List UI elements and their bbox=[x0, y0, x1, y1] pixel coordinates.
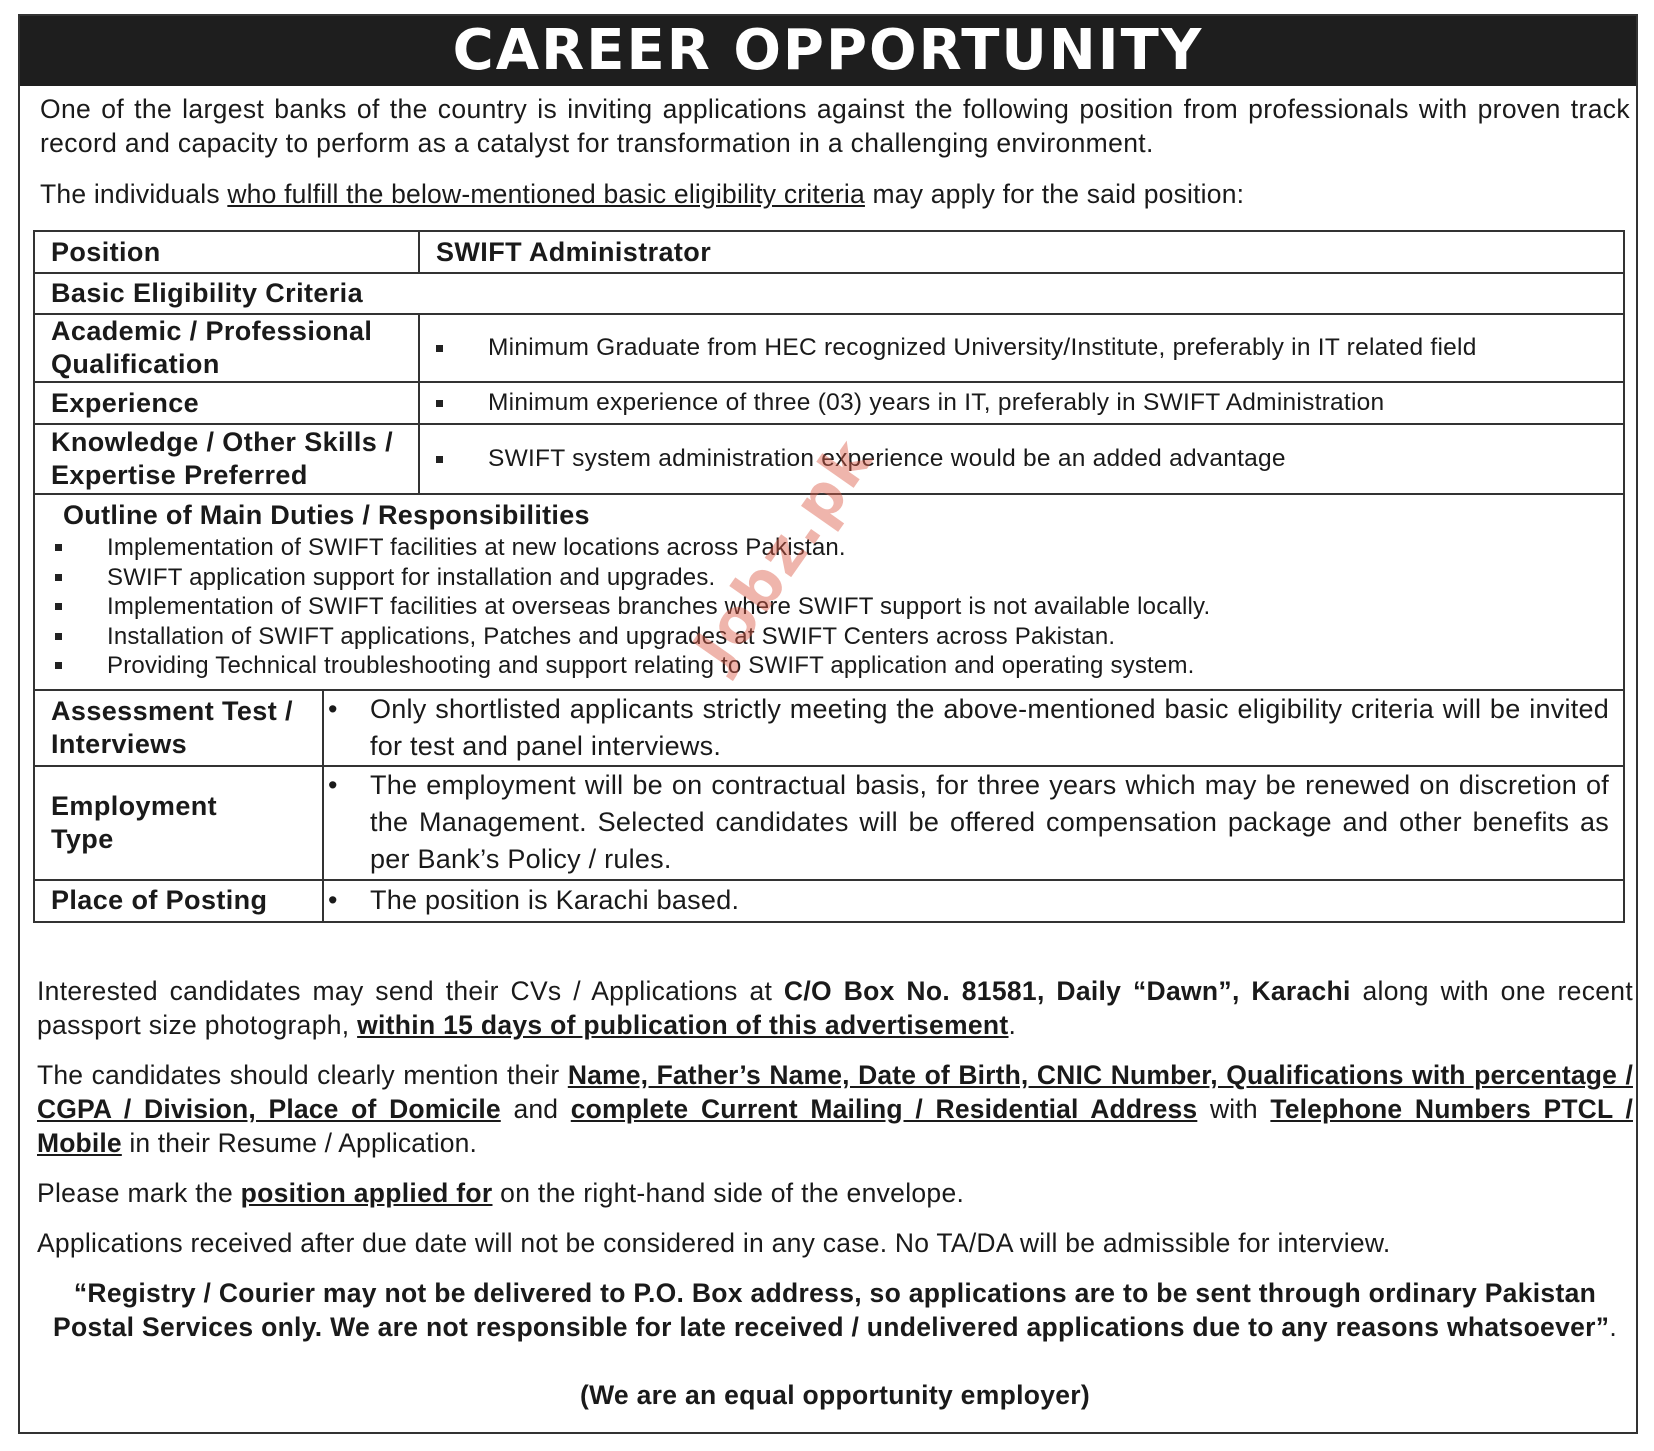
mention-and: and bbox=[500, 1094, 571, 1124]
criteria-heading: Basic Eligibility Criteria bbox=[34, 273, 1624, 314]
advertisement bbox=[18, 14, 1638, 1434]
mention-instructions bbox=[37, 1058, 1633, 1160]
skills-value: SWIFT system administration experience would be an added advantage bbox=[488, 445, 1286, 472]
table-row bbox=[34, 231, 1624, 273]
mark-post: on the right-hand side of the envelope. bbox=[492, 1178, 965, 1208]
eligibility-sentence bbox=[40, 177, 1630, 211]
required-phone: Telephone Numbers PTCL / Mobile bbox=[37, 1094, 1633, 1158]
list-item bbox=[324, 691, 1623, 765]
required-address: complete Current Mailing / Residential Address bbox=[570, 1094, 1198, 1124]
employment-label bbox=[34, 766, 323, 880]
page-title: CAREER OPPORTUNITY bbox=[20, 16, 1636, 86]
list-item bbox=[436, 445, 1623, 473]
skills-label-line: Knowledge / Other Skills / bbox=[51, 427, 393, 457]
list-item bbox=[436, 389, 1623, 417]
posting-value: The position is Karachi based. bbox=[370, 885, 740, 915]
square-bullet-icon bbox=[436, 400, 443, 407]
send-pre: Interested candidates may send their CVs / Applications at bbox=[37, 976, 784, 1006]
qualification-cell bbox=[419, 314, 1624, 382]
eligibility-post: may apply for the said position: bbox=[864, 179, 1245, 209]
list-item bbox=[35, 563, 1623, 593]
square-bullet-icon bbox=[55, 574, 62, 581]
required-details: Name, Father’s Name, Date of Birth, CNIC Number, Qualifications with percentage / CGPA / Division, Place of Domicile bbox=[37, 1060, 1633, 1124]
employment-label-line: Type bbox=[51, 823, 114, 854]
skills-label-line: Expertise Preferred bbox=[51, 460, 308, 490]
mention-pre: The candidates should clearly mention their bbox=[37, 1060, 568, 1090]
position-value: SWIFT Administrator bbox=[419, 231, 1624, 273]
list-item bbox=[436, 334, 1623, 362]
envelope-instructions bbox=[37, 1176, 1633, 1210]
posting-cell bbox=[323, 880, 1624, 922]
table-row bbox=[34, 314, 1624, 382]
assessment-label bbox=[34, 690, 323, 766]
position-label: Position bbox=[34, 231, 419, 273]
skills-label bbox=[34, 424, 419, 494]
list-item bbox=[35, 651, 1623, 681]
mention-with: with bbox=[1197, 1094, 1271, 1124]
skills-cell bbox=[419, 424, 1624, 494]
table-row bbox=[34, 766, 1624, 880]
list-item bbox=[35, 592, 1623, 622]
mention-post: in their Resume / Application. bbox=[121, 1128, 478, 1158]
watermark: Jobz.pk bbox=[680, 426, 888, 681]
square-bullet-icon bbox=[55, 603, 62, 610]
duty-text: Providing Technical troubleshooting and support relating to SWIFT application and operating system. bbox=[107, 652, 1195, 679]
employment-label-line: Employment bbox=[51, 790, 218, 821]
position-table bbox=[33, 230, 1625, 923]
registry-post: . bbox=[1609, 1312, 1618, 1342]
employment-value: The employment will be on contractual basis, for three years which may be renewed on discretion of the Management. Selected candidates will be offered compensation package and other benefits as per Bank’s Policy / rules. bbox=[370, 770, 1609, 874]
late-applications-note: Applications received after due date will not be considered in any case. No TA/DA will be admissible for interview. bbox=[37, 1228, 1391, 1258]
duty-text: Implementation of SWIFT facilities at new locations across Pakistan. bbox=[107, 534, 846, 561]
duty-text: Installation of SWIFT applications, Patches and upgrades at SWIFT Centers across Pakistan. bbox=[107, 622, 1116, 650]
experience-label: Experience bbox=[34, 382, 419, 424]
experience-value: Minimum experience of three (03) years in IT, preferably in SWIFT Administration bbox=[488, 389, 1385, 416]
table-row bbox=[34, 273, 1624, 314]
square-bullet-icon bbox=[55, 544, 62, 551]
employment-cell bbox=[323, 766, 1624, 880]
assessment-value: Only shortlisted applicants strictly meeting the above-mentioned basic eligibility criteria will be invited for test and panel interviews. bbox=[370, 693, 1609, 761]
square-bullet-icon bbox=[436, 456, 443, 463]
qualification-label: Academic / Professional Qualification bbox=[34, 314, 419, 382]
assessment-label-line: Interviews bbox=[51, 728, 188, 759]
send-post: . bbox=[1008, 1010, 1017, 1040]
duty-text: Implementation of SWIFT facilities at overseas branches where SWIFT support is not available locally. bbox=[107, 593, 1211, 620]
square-bullet-icon bbox=[55, 662, 62, 669]
table-row bbox=[34, 690, 1624, 766]
square-bullet-icon bbox=[436, 345, 443, 352]
mark-pre: Please mark the bbox=[37, 1178, 241, 1208]
round-bullet-icon: • bbox=[328, 885, 338, 915]
table-row bbox=[34, 382, 1624, 424]
assessment-label-line: Assessment Test / bbox=[51, 695, 293, 726]
position-applied-for: position applied for bbox=[240, 1178, 493, 1208]
qualification-value: Minimum Graduate from HEC recognized University/Institute, preferably in IT related field bbox=[488, 334, 1477, 361]
duties-heading: Outline of Main Duties / Responsibilities bbox=[63, 500, 590, 530]
intro-paragraph: One of the largest banks of the country is inviting applications against the following position from professionals with proven track record and capacity to perform as a catalyst for transformation in a challenging environment. bbox=[40, 94, 1630, 158]
round-bullet-icon: • bbox=[328, 693, 338, 724]
deadline-text: within 15 days of publication of this advertisement bbox=[357, 1010, 1009, 1040]
duty-text: SWIFT application support for installation and upgrades. bbox=[107, 563, 716, 591]
experience-cell bbox=[419, 382, 1624, 424]
square-bullet-icon bbox=[55, 633, 62, 640]
eligibility-underlined: who fulfill the below-mentioned basic eligibility criteria bbox=[227, 179, 865, 209]
list-item bbox=[324, 767, 1623, 878]
table-row bbox=[34, 880, 1624, 922]
registry-text: “Registry / Courier may not be delivered to P.O. Box address, so applications are to be sent through ordinary Pakistan Postal Services only. We are not responsible for late received / undelivered applications due to any reasons whatsoever” bbox=[52, 1278, 1610, 1342]
box-address: C/O Box No. 81581, Daily “Dawn”, Karachi bbox=[783, 976, 1351, 1006]
send-instructions bbox=[37, 974, 1633, 1042]
round-bullet-icon: • bbox=[328, 770, 338, 800]
equal-opportunity-note: (We are an equal opportunity employer) bbox=[579, 1380, 1091, 1410]
send-mid: along with one recent passport size photograph, bbox=[37, 976, 1633, 1040]
list-item bbox=[35, 622, 1623, 652]
assessment-cell bbox=[323, 690, 1624, 766]
registry-note bbox=[37, 1276, 1633, 1344]
eligibility-pre: The individuals bbox=[40, 179, 228, 209]
posting-label: Place of Posting bbox=[34, 880, 323, 922]
list-item bbox=[324, 882, 1623, 919]
